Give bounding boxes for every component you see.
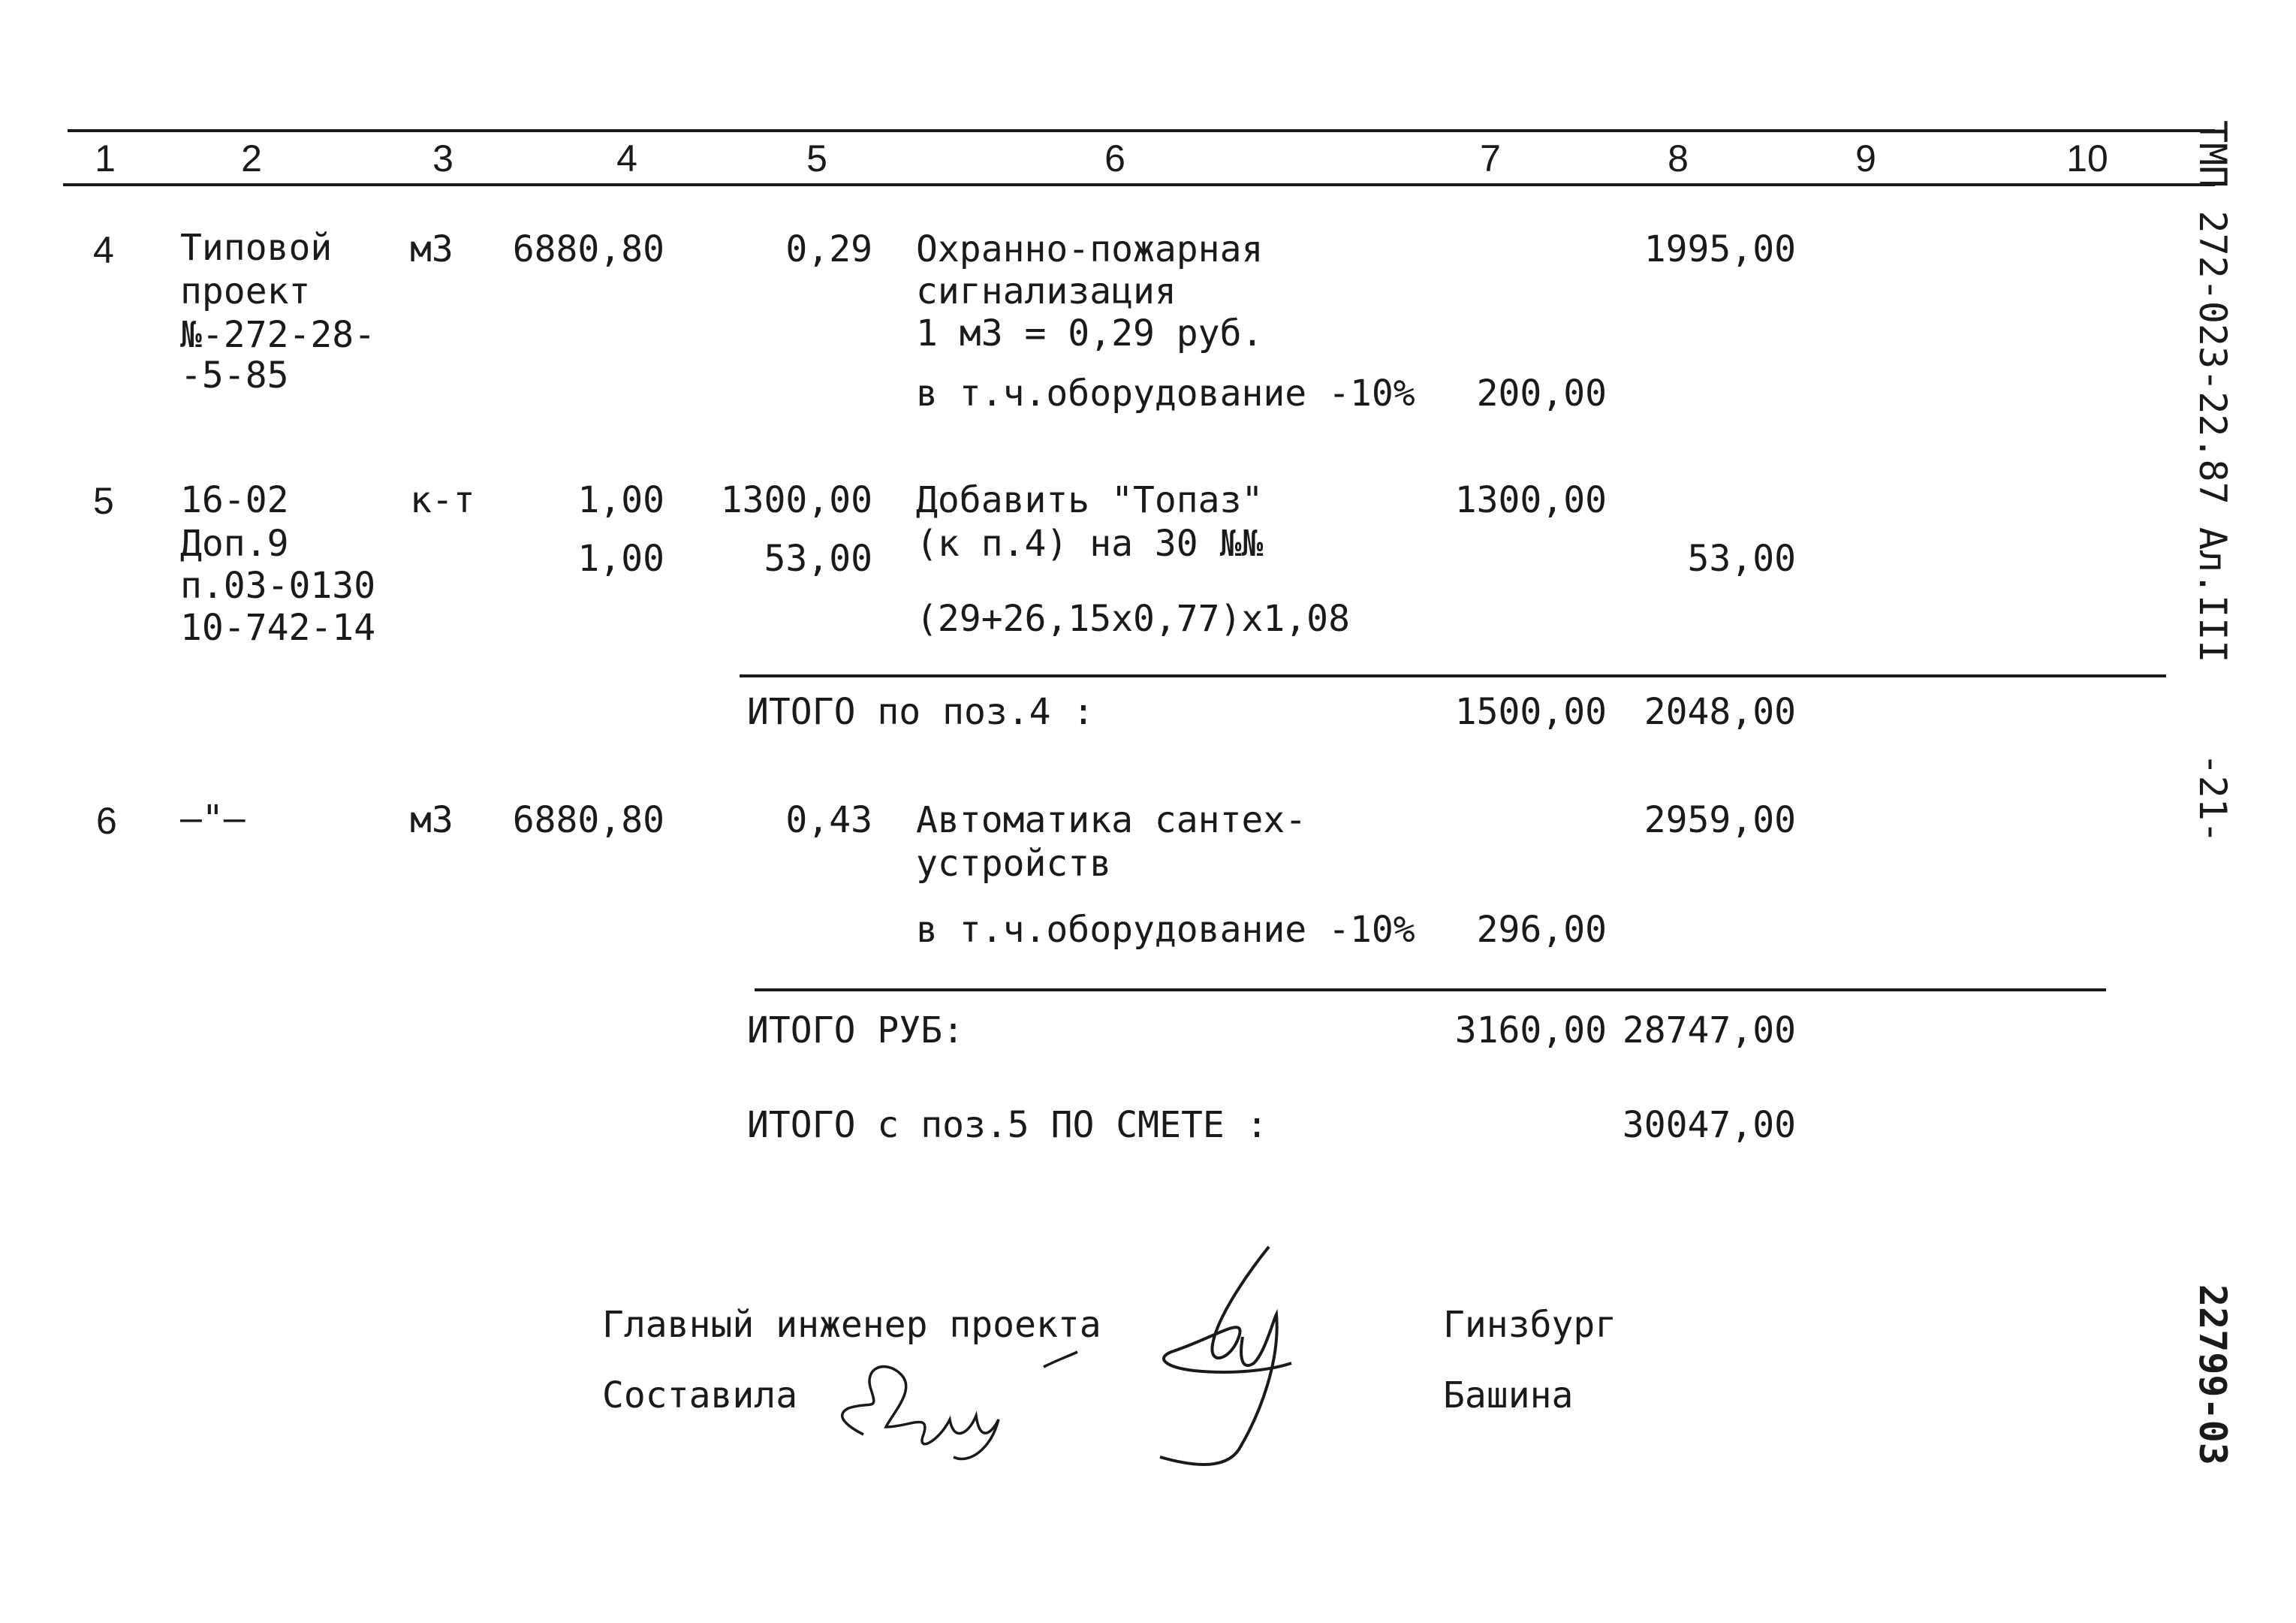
compiled-by-name: Башина	[1443, 1374, 1574, 1416]
row-reference-line: 16-02	[180, 479, 289, 521]
subtotal-rule	[740, 674, 2166, 677]
column-header: 2	[241, 137, 262, 179]
chief-engineer-label: Главный инженер проекта	[602, 1304, 1101, 1346]
row-quantity: 6880,80	[512, 799, 664, 841]
header-top-rule	[68, 129, 2215, 132]
row-equipment-label: в т.ч.оборудование -10%	[916, 373, 1415, 415]
row-unit-price: 0,43	[785, 799, 872, 841]
row-unit-price: 1300,00	[720, 479, 872, 521]
row-quantity: 1,00	[577, 479, 664, 521]
row-number: 4	[93, 229, 114, 271]
subtotal-label: ИТОГО по поз.4 :	[747, 691, 1095, 733]
row-reference-line: Типовой	[180, 227, 333, 269]
row-col8-value: 1995,00	[1644, 228, 1796, 270]
row-unit-price: 0,29	[785, 228, 872, 270]
compiler-signature	[818, 1344, 1089, 1465]
chief-engineer-signature	[1126, 1239, 1351, 1480]
total-smeta-col8: 30047,00	[1622, 1104, 1796, 1146]
row-col8-value: 2959,00	[1644, 799, 1796, 841]
total-rule	[755, 988, 2106, 991]
row-description-line: (к п.4) на 30 №№	[916, 523, 1264, 565]
row-reference-line: п.03-0130	[180, 565, 376, 607]
document-code: ТМП 272-023-22.87 Ал.III -21-	[2191, 120, 2234, 843]
row-reference-line: Доп.9	[180, 523, 289, 565]
row-description-line: Автоматика сантех-	[916, 799, 1307, 841]
row-unit: м3	[410, 799, 453, 841]
total-rub-col7: 3160,00	[1454, 1009, 1607, 1051]
row-reference-line: -5-85	[180, 354, 289, 397]
column-header: 10	[2066, 137, 2108, 179]
row-formula: (29+26,15x0,77)x1,08	[916, 598, 1350, 640]
column-header: 9	[1855, 137, 1876, 179]
row-unit-price: 53,00	[764, 538, 872, 580]
column-header: 3	[432, 137, 453, 179]
column-header: 8	[1668, 137, 1689, 179]
row-reference-line: 10-742-14	[180, 607, 376, 649]
row-col7-value: 296,00	[1476, 909, 1607, 951]
total-rub-label: ИТОГО РУБ:	[747, 1009, 964, 1051]
row-col7-value: 1300,00	[1454, 479, 1607, 521]
subtotal-col8: 2048,00	[1644, 691, 1796, 733]
row-unit: к-т	[410, 479, 475, 521]
column-header: 5	[806, 137, 827, 179]
row-description-line: сигнализация	[916, 270, 1177, 312]
column-header: 1	[95, 137, 116, 179]
row-unit: м3	[410, 228, 453, 270]
row-number: 6	[96, 800, 117, 842]
row-quantity: 1,00	[577, 538, 664, 580]
total-smeta-label: ИТОГО с поз.5 ПО СМЕТЕ :	[747, 1104, 1268, 1146]
column-header: 7	[1480, 137, 1501, 179]
row-reference-line: №-272-28-	[180, 314, 376, 356]
row-description-line: устройств	[916, 843, 1112, 885]
row-col7-value: 200,00	[1476, 373, 1607, 415]
subtotal-col7: 1500,00	[1454, 691, 1607, 733]
archive-number: 22799-03	[2191, 1284, 2234, 1465]
row-reference-line: —"—	[180, 798, 246, 840]
column-header: 4	[616, 137, 637, 179]
total-rub-col8: 28747,00	[1622, 1009, 1796, 1051]
row-quantity: 6880,80	[512, 228, 664, 270]
row-equipment-label: в т.ч.оборудование -10%	[916, 909, 1415, 951]
row-description-line: 1 м3 = 0,29 руб.	[916, 312, 1264, 354]
row-reference-line: проект	[180, 270, 311, 312]
chief-engineer-name: Гинзбург	[1443, 1304, 1617, 1346]
row-description-line: Добавить "Топаз"	[916, 479, 1264, 521]
row-col8-value: 53,00	[1687, 538, 1796, 580]
compiled-by-label: Составила	[602, 1374, 798, 1416]
header-bottom-rule	[63, 183, 2215, 186]
row-number: 5	[93, 480, 114, 522]
row-description-line: Охранно-пожарная	[916, 228, 1264, 270]
column-header: 6	[1104, 137, 1125, 179]
